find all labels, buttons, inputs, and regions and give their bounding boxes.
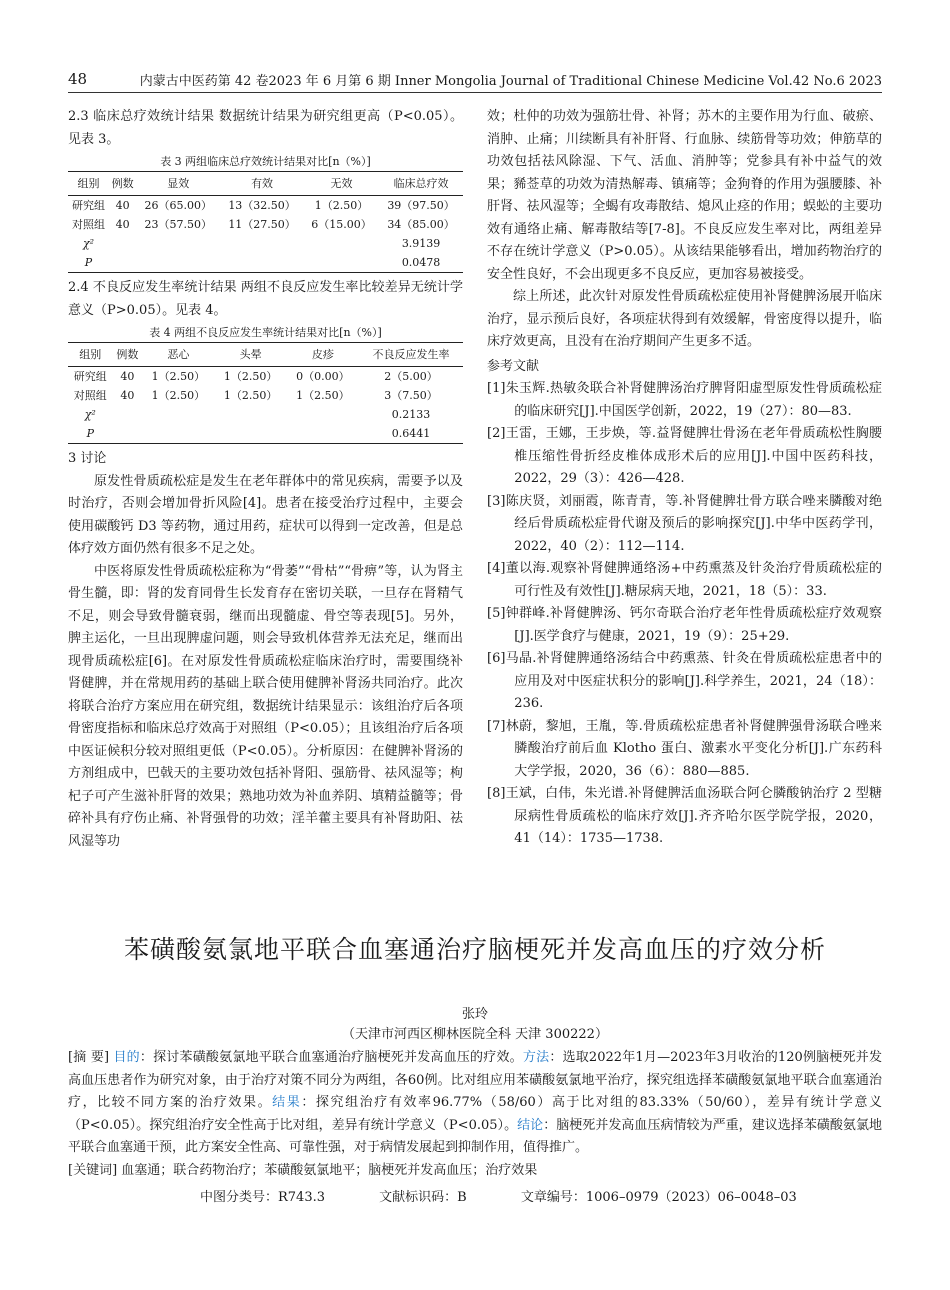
table-header-cell: 显效: [136, 172, 220, 196]
table-row: [68, 215, 463, 234]
table-cell: 0.2133: [391, 408, 431, 421]
table-header-cell: 例数: [109, 172, 136, 196]
table-header-cell: 无效: [304, 172, 379, 196]
journal-title: 内蒙古中医药第 42 卷2023 年 6 月第 6 期 Inner Mongolia Journal of Traditional Chinese Medicine Vol.42 No.6 2023: [139, 74, 882, 89]
table-cell: χ²: [84, 408, 96, 421]
classification-line: [200, 1186, 847, 1205]
table-cell: 0.6441: [391, 427, 431, 440]
reference-list: [487, 378, 882, 851]
clc-number: 中图分类号：R743.3: [200, 1190, 326, 1205]
conclusion-text: ：脑梗死并发高血压病情较为严重，建议选择苯磺酸氨氯地平联合血塞通干预，此方案安全性高、可靠性强，对于病情发展起到抑制作用，值得推广。: [68, 1117, 882, 1155]
table-header-cell: 临床总疗效: [379, 172, 463, 196]
table-cell: [109, 234, 136, 253]
table-cell: 2（5.00）: [384, 370, 438, 383]
table-header-cell: 不良反应发生率: [359, 343, 463, 367]
abstract-label: [摘 要]: [68, 1050, 110, 1065]
discussion-paragraph-2: 中医将原发性骨质疏松症称为“骨萎”“骨枯”“骨痹”等，认为肾主骨生髓，即：肾的发育同骨生长发育存在密切关联，一旦存在肾精气不足，则会导致骨髓衰弱，继而出现髓虚、骨空等表现[5]。另外，脾主运化，一旦出现脾虚问题，则会导致机体营养无法充足，继而出现骨质疏松症[6]。在对原发性骨质疏松症临床治疗时，需要围绕补肾健脾，并在常规用药的基础上联合使用健脾补肾汤共同治疗。此次将联合治疗方案应用在研究组，数据统计结果显示：该组治疗后各项骨密度指标和临床总疗效高于对照组（P<0.05）；且该组治疗后各项中医证候积分较对照组更低（P<0.05）。分析原因：在健脾补肾汤的方剂组成中，巴戟天的主要功效包括补肾阳、强筋骨、祛风湿等；枸杞子可产生滋补肝肾的效果；熟地功效为补血养阴、填精益髓等；骨碎补具有疗伤止痛、补肾强骨的功效；淫羊藿主要具有补肾助阳、祛风湿等功: [68, 563, 463, 849]
table-cell: 26（65.00）: [144, 199, 212, 212]
table-row: [68, 196, 463, 216]
table-header-cell: 头晕: [215, 343, 287, 367]
table-3: [68, 171, 463, 273]
section-2-4: 2.4 不良反应发生率统计结果 两组不良反应发生率比较差异无统计学意义（P>0.05）。见表 4。: [68, 280, 463, 318]
table-cell: 1（2.50）: [151, 370, 206, 383]
reference-item: [5]钟群峰.补肾健脾汤、钙尔奇联合治疗老年性骨质疏松症疗效观察[J].医学食疗与健康，2021，19（9）：25+29.: [487, 606, 882, 644]
table-cell: 39（97.50）: [387, 199, 455, 212]
table-header-cell: 皮疹: [287, 343, 359, 367]
keywords-label: [关键词]: [68, 1162, 118, 1178]
table-row: [68, 386, 463, 405]
table-cell: [304, 234, 379, 253]
table-cell: [113, 405, 143, 424]
table-cell: 40: [120, 370, 135, 383]
author: 张玲: [461, 1007, 488, 1022]
table-cell: 对照组: [73, 389, 107, 402]
table-header-cell: 例数: [113, 343, 143, 367]
table-row: [68, 405, 463, 424]
table-cell: 13（32.50）: [228, 199, 296, 212]
table-cell: [109, 253, 136, 273]
table-cell: 1（2.50）: [314, 199, 369, 212]
table-cell: 6（15.00）: [311, 218, 372, 231]
table-cell: [287, 405, 359, 424]
table-cell: [136, 234, 220, 253]
table-header-cell: 组别: [68, 343, 113, 367]
article-number: 文章编号：1006–0979（2023）06–0048–03: [520, 1190, 797, 1205]
table-cell: 研究组: [73, 370, 107, 383]
discussion-paragraph-3: 效；杜仲的功效为强筋壮骨、补肾；苏木的主要作用为行血、破瘀、消肿、止痛；川续断具有补肝肾、行血脉、续筋骨等功效；伸筋草的功效包括祛风除湿、下气、活血、消肿等；党参具有补中益气的效果；豨莶草的功效为清热解毒、镇痛等；金狗脊的作用为强腰膝、补肝肾、祛风湿等；全蝎有攻毒散结、熄风止痉的作用；蜈蚣的主要功效有通络止痛、解毒散结等[7-8]。不良反应发生率对比，两组差异不存在统计学意义（P>0.05）。从该结果能够看出，增加药物治疗的安全性良好，不会出现更多不良反应，更加容易被接受。: [487, 109, 882, 282]
table-4: [68, 342, 463, 444]
conclusion-label: 结论: [517, 1117, 544, 1133]
table-row: [68, 424, 463, 444]
section-3-heading: 3 讨论: [68, 451, 107, 466]
table-cell: [220, 234, 304, 253]
table-cell: [113, 424, 143, 444]
table-cell: 研究组: [71, 199, 105, 212]
purpose-text: ：探讨苯磺酸氨氯地平联合血塞通治疗脑梗死并发高血压的疗效。: [139, 1050, 523, 1065]
table-header-cell: 组别: [68, 172, 109, 196]
table-row: [68, 367, 463, 387]
table-cell: 40: [115, 199, 130, 212]
abstract: [68, 1047, 882, 1182]
table-4-caption: 表 4 两组不良反应发生率统计结果对比[n（%）]: [149, 326, 382, 339]
table-cell: 23（57.50）: [144, 218, 212, 231]
reference-item: [1]朱玉辉.热敏灸联合补肾健脾汤治疗脾肾阳虚型原发性骨质疏松症的临床研究[J].中国医学创新，2022，19（27）：80—83.: [487, 381, 882, 419]
article-title: 苯磺酸氨氯地平联合血塞通治疗脑梗死并发高血压的疗效分析: [123, 935, 826, 964]
conclusion-paragraph: 综上所述，此次针对原发性骨质疏松症使用补肾健脾汤展开临床治疗，显示预后良好，各项症状得到有效缓解，骨密度得以提升，临床疗效更高，且没有在治疗期间产生更多不适。: [487, 289, 882, 349]
reference-item: [8]王斌，白伟，朱光谱.补肾健脾活血汤联合阿仑膦酸钠治疗 2 型糖尿病性骨质疏松的临床疗效[J].齐齐哈尔医学院学报，2020，41（14）：1735—1738.: [487, 786, 882, 846]
table-cell: 0（0.00）: [296, 370, 350, 383]
table-cell: 1（2.50）: [223, 370, 278, 383]
reference-item: [7]林蔚，黎旭，王胤，等.骨质疏松症患者补肾健脾强骨汤联合唑来膦酸治疗前后血 Klotho 蛋白、激素水平变化分析[J].广东药科大学学报，2020，36（6）：880—885.: [487, 718, 882, 779]
method-label: 方法: [522, 1050, 550, 1065]
table-row: [68, 253, 463, 273]
reference-item: [4]董以海.观察补肾健脾通络汤+中药熏蒸及针灸治疗骨质疏松症的可行性及有效性[J].糖尿病天地，2021，18（5）：33.: [487, 561, 882, 599]
table-cell: P: [84, 256, 93, 269]
table-cell: 3.9139: [401, 237, 441, 250]
table-cell: [220, 253, 304, 273]
right-column: [487, 106, 882, 851]
table-cell: [136, 253, 220, 273]
table-cell: χ²: [82, 237, 95, 250]
table-cell: 11（27.50）: [228, 218, 296, 231]
reference-item: [2]王雷，王娜，王步焕，等.益肾健脾壮骨汤在老年骨质疏松性胸腰椎压缩性骨折经皮椎体成形术后的应用[J].中国中医药科技，2022，29（3）：426—428.: [487, 426, 882, 486]
table-cell: 对照组: [71, 218, 105, 231]
table-cell: 40: [115, 218, 130, 231]
table-cell: 0.0478: [401, 256, 441, 269]
references-heading: 参考文献: [487, 358, 540, 374]
method-text: ：选取2022年1月—2023年3月收治的120例脑梗死并发高血压患者作为研究对象，由于治疗对策不同分为两组，各60例。比对组应用苯磺酸氨氯地平治疗，探究组选择苯磺酸氨氯地平联合血塞通治疗，比较不同方案的治疗效果。: [68, 1050, 882, 1110]
purpose-label: 目的: [113, 1050, 140, 1065]
table-cell: P: [86, 427, 94, 440]
table-cell: [304, 253, 379, 273]
table-cell: [287, 424, 359, 444]
table-row: [68, 234, 463, 253]
table-cell: [215, 405, 287, 424]
left-column: [68, 106, 463, 853]
result-label: 结果: [272, 1095, 302, 1110]
table-cell: 40: [120, 389, 135, 402]
table-cell: 3（7.50）: [384, 389, 438, 402]
table-3-caption: 表 3 两组临床总疗效统计结果对比[n（%）]: [160, 155, 371, 168]
running-header: [68, 68, 882, 93]
table-cell: 34（85.00）: [387, 218, 455, 231]
table-cell: [142, 405, 214, 424]
keywords-text: 血塞通；联合药物治疗；苯磺酸氨氯地平；脑梗死并发高血压；治疗效果: [121, 1162, 538, 1178]
discussion-paragraph-1: 原发性骨质疏松症是发生在老年群体中的常见疾病，需要予以及时治疗，否则会增加骨折风险[4]。患者在接受治疗过程中，主要会使用碳酸钙 D3 等药物，通过用药，症状可以得到一定改善，但是总体疗效方面仍然有很多不足之处。: [68, 473, 463, 556]
reference-item: [3]陈庆贤，刘丽霞，陈青青，等.补肾健脾壮骨方联合唑来膦酸对绝经后骨质疏松症骨代谢及预后的影响探究[J].中华中医药学刊，2022，40（2）：112—114.: [487, 493, 882, 554]
table-cell: [215, 424, 287, 444]
table-header-cell: 恶心: [142, 343, 214, 367]
document-code: 文献标识码：B: [379, 1190, 467, 1205]
page-number: 48: [68, 70, 88, 88]
table-cell: 1（2.50）: [223, 389, 278, 402]
result-text: ：探究组治疗有效率96.77%（58/60）高于比对组的83.33%（50/60），差异有统计学意义（P<0.05）。探究组治疗安全性高于比对组，差异有统计学意义（P<0.05）。: [68, 1095, 882, 1133]
table-cell: [142, 424, 214, 444]
affiliation: （天津市河西区柳林医院全科 天津 300222）: [342, 1027, 608, 1042]
section-2-3: 2.3 临床总疗效统计结果 数据统计结果为研究组更高（P<0.05）。见表 3。: [68, 109, 463, 147]
table-cell: 1（2.50）: [151, 389, 206, 402]
reference-item: [6]马晶.补肾健脾通络汤结合中药熏蒸、针灸在骨质疏松症患者中的应用及对中医症状积分的影响[J].科学养生，2021，24（18）：236.: [487, 651, 882, 711]
table-header-cell: 有效: [220, 172, 304, 196]
table-cell: 1（2.50）: [296, 389, 350, 402]
